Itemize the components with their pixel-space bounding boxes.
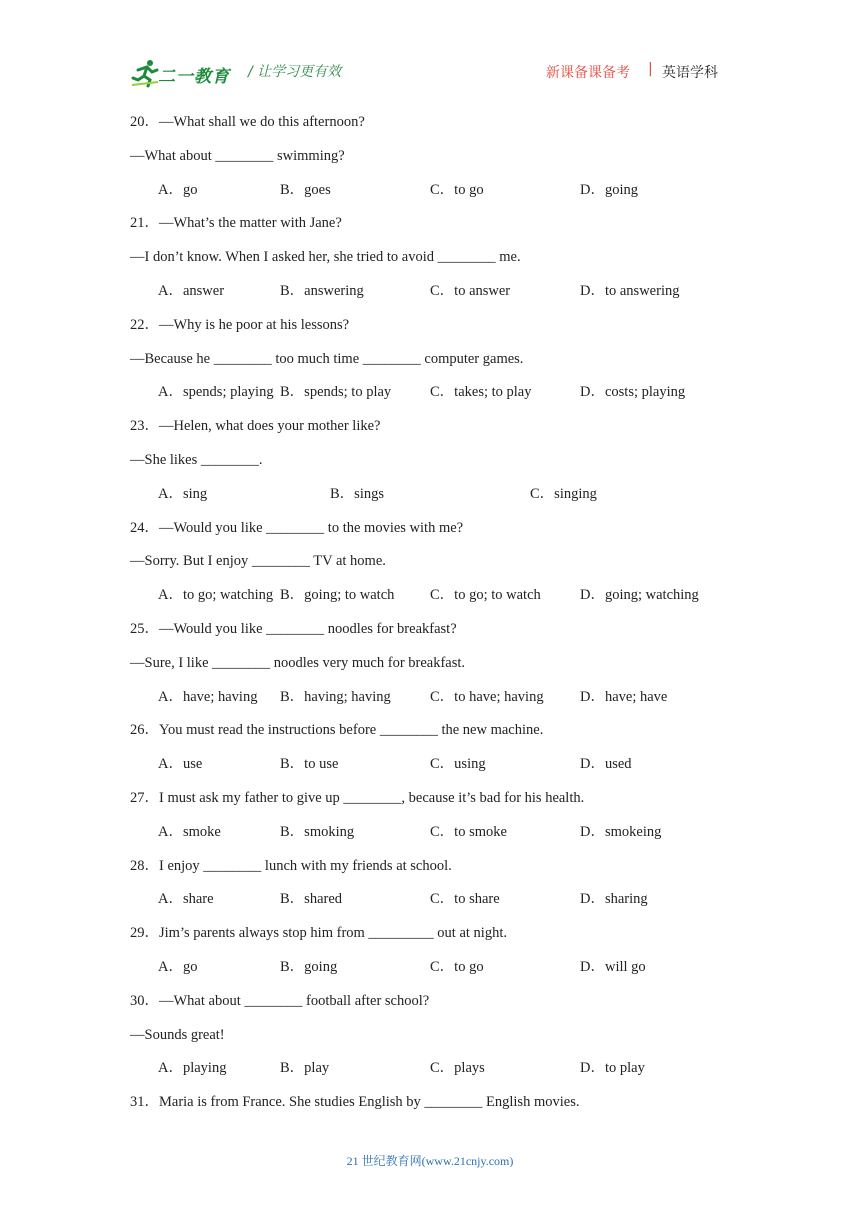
answer-option: B．answering [280, 282, 364, 299]
answer-option: C．takes; to play [430, 384, 532, 401]
question-stem: 28．I enjoy ________ lunch with my friends at school. [130, 857, 452, 874]
options-row [130, 955, 750, 989]
answer-option: B．going; to watch [280, 587, 395, 604]
question-stem: 22．—Why is he poor at his lessons? [130, 316, 350, 333]
question-response: —Sure, I like ________ noodles very much for breakfast. [130, 654, 466, 671]
question-item [130, 414, 750, 515]
answer-option: D．sharing [580, 891, 648, 908]
logo-text: 二一教育 [158, 67, 230, 87]
question-stem: 29．Jim’s parents always stop him from _________ out at night. [130, 925, 507, 942]
answer-option: C．singing [530, 485, 597, 502]
question-list [130, 110, 750, 1124]
question-stem: 23．—Helen, what does your mother like? [130, 418, 381, 435]
question-stem: 27．I must ask my father to give up ________, because it’s bad for his health. [130, 789, 585, 806]
question-response: —I don’t know. When I asked her, she tried to avoid ________ me. [130, 249, 521, 266]
page-footer: 21 世纪教育网(www.21cnjy.com) [346, 1154, 514, 1168]
answer-option: D．to answering [580, 282, 680, 299]
answer-option: C．to share [430, 891, 500, 908]
options-row [130, 482, 750, 516]
answer-option: C．to go [430, 958, 484, 975]
options-row [130, 279, 750, 313]
answer-option: D．will go [580, 958, 646, 975]
question-item [130, 989, 750, 1090]
answer-option: B．going [280, 958, 338, 975]
answer-option: B．to use [280, 756, 339, 773]
answer-option: A．to go; watching [158, 587, 274, 604]
question-response: —Sorry. But I enjoy ________ TV at home. [130, 553, 386, 570]
answer-option: D．have; have [580, 688, 668, 705]
question-stem: 25．—Would you like ________ noodles for breakfast? [130, 620, 457, 637]
question-item [130, 110, 750, 211]
question-response: —She likes ________. [130, 451, 263, 468]
question-item [130, 313, 750, 414]
answer-option: B．spends; to play [280, 384, 392, 401]
subject-name: 英语学科 [662, 65, 718, 81]
options-row [130, 1056, 750, 1090]
question-stem: 31．Maria is from France. She studies English by ________ English movies. [130, 1094, 580, 1111]
logo [130, 58, 238, 88]
answer-option: A．go [158, 958, 198, 975]
question-stem: 20．—What shall we do this afternoon? [130, 114, 365, 130]
options-row [130, 752, 750, 786]
runner-logo-icon [130, 58, 160, 88]
page-header [130, 52, 730, 92]
question-response: —Because he ________ too much time ________ computer games. [130, 350, 524, 367]
answer-option: A．sing [158, 485, 208, 502]
slogan: / 让学习更有效 [248, 64, 342, 80]
answer-option: C．plays [430, 1060, 485, 1077]
question-stem: 24．—Would you like ________ to the movies with me? [130, 519, 464, 536]
answer-option: D．smokeing [580, 823, 662, 840]
answer-option: C．to have; having [430, 688, 544, 705]
answer-option: C．to go [430, 181, 484, 198]
answer-option: D．going [580, 181, 638, 198]
answer-option: B．smoking [280, 823, 355, 840]
answer-option: A．go [158, 181, 198, 198]
options-row [130, 380, 750, 414]
question-item [130, 921, 750, 989]
question-item [130, 617, 750, 718]
question-item [130, 854, 750, 922]
options-row [130, 820, 750, 854]
answer-option: A．share [158, 891, 214, 908]
answer-option: A．answer [158, 282, 225, 299]
answer-option: C．to smoke [430, 823, 507, 840]
answer-option: D．used [580, 756, 632, 773]
answer-option: A．playing [158, 1060, 227, 1077]
answer-option: A．have; having [158, 688, 258, 705]
question-item [130, 516, 750, 617]
question-stem: 30．—What about ________ football after school? [130, 992, 430, 1009]
answer-option: A．spends; playing [158, 384, 274, 401]
question-response: —Sounds great! [130, 1026, 225, 1043]
answer-option: C．using [430, 756, 486, 773]
answer-option: C．to answer [430, 282, 511, 299]
options-row [130, 685, 750, 719]
options-row [130, 583, 750, 617]
question-stem: 26．You must read the instructions before ________ the new machine. [130, 722, 544, 739]
question-response: —What about ________ swimming? [130, 147, 345, 164]
question-item [130, 786, 750, 854]
answer-option: B．play [280, 1060, 330, 1077]
subject-tag: 新课备课备考 [546, 65, 630, 81]
answer-option: D．going; watching [580, 587, 699, 604]
answer-option: C．to go; to watch [430, 587, 541, 604]
answer-option: B．goes [280, 181, 331, 198]
question-item [130, 718, 750, 786]
answer-option: A．smoke [158, 823, 221, 840]
options-row [130, 887, 750, 921]
answer-option: D．costs; playing [580, 384, 686, 401]
answer-option: B．sings [330, 485, 384, 502]
answer-option: D．to play [580, 1060, 645, 1077]
question-item [130, 1090, 750, 1124]
options-row [130, 178, 750, 212]
question-item [130, 211, 750, 312]
header-separator: | [648, 61, 653, 77]
question-stem: 21．—What’s the matter with Jane? [130, 215, 342, 232]
answer-option: B．shared [280, 891, 343, 908]
answer-option: B．having; having [280, 688, 391, 705]
answer-option: A．use [158, 756, 203, 773]
